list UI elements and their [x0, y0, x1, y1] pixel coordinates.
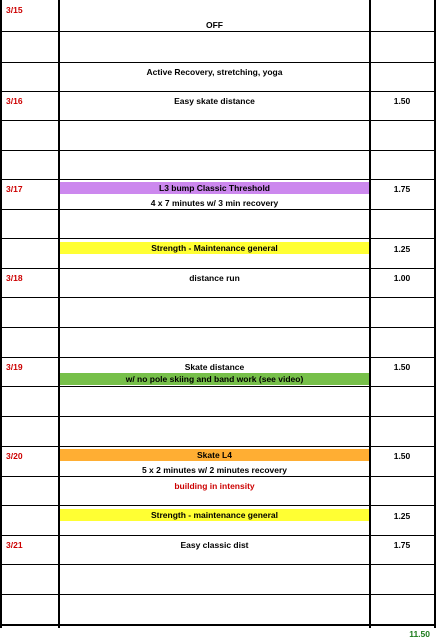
hours-3-19: 1.50 — [393, 362, 411, 372]
row-border — [0, 505, 436, 506]
workout-detail-4x7: 4 x 7 minutes w/ 3 min recovery — [150, 198, 279, 208]
column-border-left — [0, 0, 2, 628]
row-border — [0, 476, 436, 477]
row-border — [0, 446, 436, 447]
row-border — [0, 297, 436, 298]
workout-skate-distance: Skate distance — [184, 362, 245, 372]
date-3-18: 3/18 — [6, 273, 23, 283]
hours-strength-1: 1.25 — [393, 244, 411, 254]
row-border — [0, 327, 436, 328]
row-border — [0, 564, 436, 565]
date-3-16: 3/16 — [6, 96, 23, 106]
off-label: OFF — [206, 20, 223, 30]
workout-l3-classic-threshold: L3 bump Classic Threshold — [60, 182, 369, 194]
hours-strength-2: 1.25 — [393, 511, 411, 521]
hours-3-21: 1.75 — [393, 540, 411, 550]
strength-maintenance-2: Strength - maintenance general — [60, 509, 369, 521]
hours-3-16: 1.50 — [393, 96, 411, 106]
workout-detail-5x2: 5 x 2 minutes w/ 2 minutes recovery — [141, 465, 288, 475]
row-border — [0, 624, 436, 626]
column-border-activity — [369, 0, 371, 628]
date-3-15: 3/15 — [6, 5, 23, 15]
total-hours: 11.50 — [409, 629, 430, 639]
row-border — [0, 62, 436, 63]
date-3-21: 3/21 — [6, 540, 23, 550]
workout-easy-skate-distance: Easy skate distance — [174, 96, 255, 106]
workout-no-pole-skiing: w/ no pole skiing and band work (see video) — [60, 373, 369, 385]
strength-maintenance-1: Strength - Maintenance general — [60, 242, 369, 254]
row-border — [0, 209, 436, 210]
row-border — [0, 238, 436, 239]
hours-3-18: 1.00 — [393, 273, 411, 283]
row-border — [0, 31, 436, 32]
row-border — [0, 268, 436, 269]
hours-3-17: 1.75 — [393, 184, 411, 194]
active-recovery-label: Active Recovery, stretching, yoga — [146, 67, 283, 77]
workout-skate-l4: Skate L4 — [60, 449, 369, 461]
row-border — [0, 150, 436, 151]
row-border — [0, 120, 436, 121]
hours-3-20: 1.50 — [393, 451, 411, 461]
date-3-17: 3/17 — [6, 184, 23, 194]
row-border — [0, 179, 436, 180]
row-border — [0, 416, 436, 417]
date-3-20: 3/20 — [6, 451, 23, 461]
row-border — [0, 91, 436, 92]
row-border — [0, 535, 436, 536]
column-border-date — [58, 0, 60, 628]
workout-distance-run: distance run — [189, 273, 240, 283]
workout-easy-classic-dist: Easy classic dist — [180, 540, 249, 550]
row-border — [0, 357, 436, 358]
row-border — [0, 386, 436, 387]
workout-building-intensity: building in intensity — [174, 481, 255, 491]
date-3-19: 3/19 — [6, 362, 23, 372]
row-border — [0, 594, 436, 595]
